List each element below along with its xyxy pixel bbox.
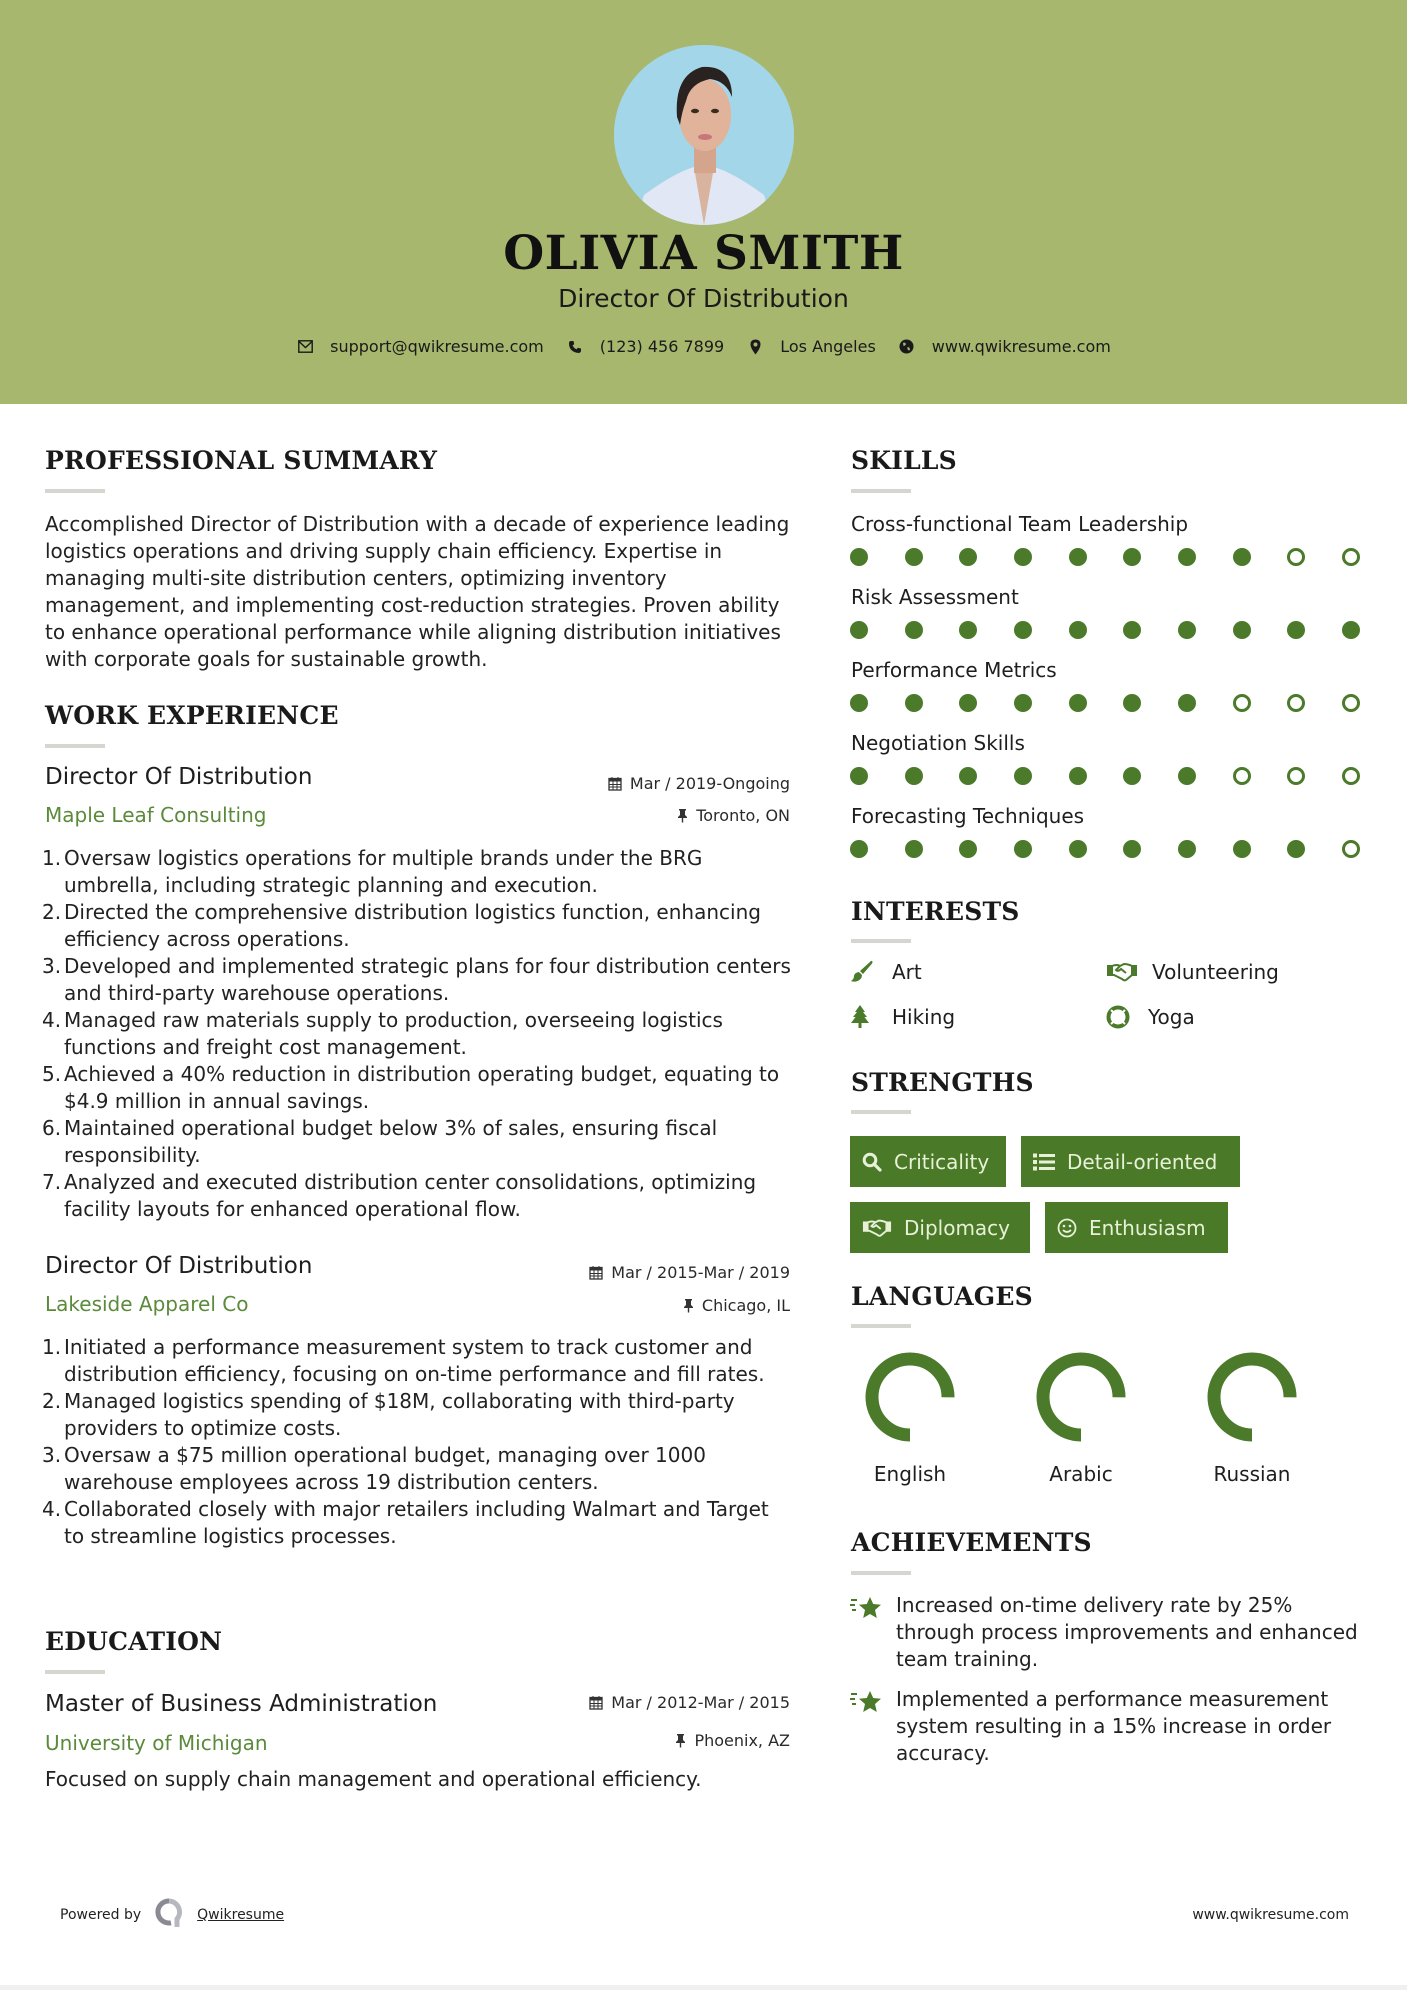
paintbrush-icon — [850, 960, 878, 984]
language-name: Arabic — [1049, 1462, 1113, 1486]
job-dates-text: Mar / 2019-Ongoing — [629, 774, 790, 793]
education-location-text: Phoenix, AZ — [694, 1731, 790, 1750]
job-bullet: 2. Directed the comprehensive distribution logistics function, enhancing efficiency across operations. — [42, 900, 761, 951]
rating-dot-empty — [1342, 548, 1360, 566]
experience-heading: WORK EXPERIENCE — [45, 701, 339, 730]
languages-heading-underline — [851, 1324, 911, 1328]
job-bullet: 5. Achieved a 40% reduction in distribution operating budget, equating to $4.9 million in annual savings. — [42, 1062, 780, 1113]
rating-dot-filled — [1123, 840, 1141, 858]
handshake-icon — [1106, 962, 1138, 982]
job-location-text: Chicago, IL — [701, 1296, 790, 1315]
rating-dot-filled — [1069, 621, 1087, 639]
school-name: University of Michigan — [45, 1731, 268, 1755]
language-name: Russian — [1213, 1462, 1291, 1486]
rating-dot-filled — [1014, 694, 1032, 712]
education-location — [675, 1731, 790, 1750]
powered-by-label: Powered by — [60, 1907, 142, 1923]
smile-icon — [1057, 1218, 1077, 1238]
rating-dot-empty — [1233, 767, 1251, 785]
job-bullet: 1. Initiated a performance measurement system to track customer and distribution efficiency, focusing on on-time performance and fill rates. — [42, 1335, 765, 1386]
rating-dot-filled — [1123, 621, 1141, 639]
degree-title: Master of Business Administration — [45, 1691, 438, 1717]
rating-dot-filled — [1178, 548, 1196, 566]
pushpin-icon — [683, 1298, 694, 1313]
rating-dot-filled — [1014, 840, 1032, 858]
rating-dot-filled — [1233, 621, 1251, 639]
rating-dot-filled — [1123, 767, 1141, 785]
strength-tag-enthusiasm — [1045, 1202, 1228, 1253]
strength-label: Enthusiasm — [1089, 1215, 1206, 1240]
language-progress-ring — [1036, 1352, 1126, 1442]
rating-dot-filled — [905, 767, 923, 785]
search-icon — [862, 1152, 882, 1172]
envelope-icon — [296, 338, 314, 356]
language-item — [1006, 1352, 1156, 1486]
rating-dot-filled — [959, 694, 977, 712]
skill-rating — [850, 767, 1360, 787]
interest-hiking — [850, 1005, 955, 1029]
rating-dot-filled — [1233, 840, 1251, 858]
job-bullet: 3. Developed and implemented strategic plans for four distribution centers and third-party warehouse operations. — [42, 954, 791, 1005]
interest-label: Yoga — [1148, 1005, 1195, 1029]
interest-label: Hiking — [892, 1005, 956, 1029]
interests-heading: INTERESTS — [851, 897, 1020, 926]
life-ring-icon — [1106, 1005, 1134, 1029]
rating-dot-filled — [1287, 621, 1305, 639]
job-location — [683, 1296, 790, 1315]
strength-label: Criticality — [894, 1149, 990, 1174]
job-bullet: 4. Collaborated closely with major retailers including Walmart and Target to streamline logistics processes. — [42, 1497, 769, 1548]
rating-dot-filled — [1069, 694, 1087, 712]
education-description: Focused on supply chain management and operational efficiency. — [45, 1767, 702, 1791]
rating-dot-filled — [1014, 548, 1032, 566]
rating-dot-filled — [1014, 621, 1032, 639]
phone-icon — [566, 338, 584, 356]
rating-dot-filled — [1287, 840, 1305, 858]
language-progress-ring — [1207, 1352, 1297, 1442]
rating-dot-filled — [1178, 840, 1196, 858]
rating-dot-filled — [1123, 694, 1141, 712]
strengths-heading: STRENGTHS — [851, 1068, 1034, 1097]
resume-header — [0, 0, 1407, 404]
footer-powered-by — [60, 1898, 284, 1932]
language-progress-ring — [865, 1352, 955, 1442]
rating-dot-filled — [1233, 548, 1251, 566]
candidate-role: Director Of Distribution — [558, 284, 849, 313]
job-bullets — [42, 845, 795, 1223]
rating-dot-filled — [959, 767, 977, 785]
profile-photo — [614, 45, 794, 225]
languages-heading: LANGUAGES — [851, 1282, 1033, 1311]
job-bullet: 6. Maintained operational budget below 3% of sales, ensuring fiscal responsibility. — [42, 1116, 718, 1167]
page-bottom-edge — [0, 1985, 1407, 1990]
strength-tag-criticality — [850, 1136, 1006, 1187]
experience-heading-underline — [45, 744, 105, 748]
strength-tag-diplomacy — [850, 1202, 1030, 1253]
pushpin-icon — [675, 1733, 686, 1748]
skill-rating — [850, 840, 1360, 860]
company-name: Maple Leaf Consulting — [45, 803, 267, 827]
contact-phone[interactable] — [566, 337, 724, 356]
rating-dot-filled — [905, 840, 923, 858]
calendar-icon — [608, 776, 622, 791]
job-dates-text: Mar / 2015-Mar / 2019 — [611, 1263, 790, 1282]
skill-rating — [850, 621, 1360, 641]
footer-website[interactable]: www.qwikresume.com — [1192, 1907, 1349, 1923]
trophy-star-icon — [850, 1592, 896, 1673]
achievement-text: Increased on-time delivery rate by 25% through process improvements and enhanced team training. — [896, 1593, 1358, 1671]
email-text: support@qwikresume.com — [330, 337, 544, 356]
job-bullets — [42, 1334, 795, 1550]
rating-dot-filled — [959, 621, 977, 639]
rating-dot-filled — [1178, 621, 1196, 639]
interest-label: Volunteering — [1152, 960, 1279, 984]
qwikresume-link[interactable]: Qwikresume — [197, 1907, 285, 1923]
rating-dot-empty — [1287, 548, 1305, 566]
skill-name: Cross-functional Team Leadership — [851, 512, 1189, 536]
rating-dot-filled — [905, 548, 923, 566]
skill-name: Performance Metrics — [851, 658, 1057, 682]
trophy-star-icon — [850, 1686, 896, 1767]
qwikresume-logo-icon — [155, 1898, 183, 1932]
strength-label: Detail-oriented — [1067, 1149, 1218, 1174]
map-marker-icon — [746, 338, 764, 356]
contact-email[interactable] — [296, 337, 544, 356]
rating-dot-filled — [850, 694, 868, 712]
job-bullet: 4. Managed raw materials supply to production, overseeing logistics functions and freight cost management. — [42, 1008, 723, 1059]
skill-name: Risk Assessment — [851, 585, 1019, 609]
skills-heading-underline — [851, 489, 911, 493]
job-bullet: 2. Managed logistics spending of $18M, collaborating with third-party providers to optimize costs. — [42, 1389, 735, 1440]
rating-dot-filled — [850, 548, 868, 566]
job-dates — [608, 774, 790, 793]
tree-icon — [850, 1005, 878, 1029]
achievement-item — [850, 1686, 1370, 1767]
education-dates-text: Mar / 2012-Mar / 2015 — [611, 1693, 790, 1712]
rating-dot-filled — [1014, 767, 1032, 785]
summary-heading: PROFESSIONAL SUMMARY — [45, 446, 438, 475]
interest-label: Art — [892, 960, 922, 984]
skill-rating — [850, 694, 1360, 714]
rating-dot-filled — [905, 621, 923, 639]
list-icon — [1033, 1153, 1055, 1171]
rating-dot-empty — [1287, 694, 1305, 712]
company-name: Lakeside Apparel Co — [45, 1292, 249, 1316]
rating-dot-empty — [1342, 767, 1360, 785]
rating-dot-filled — [959, 548, 977, 566]
interests-heading-underline — [851, 939, 911, 943]
strength-tag-detail-oriented — [1021, 1136, 1240, 1187]
rating-dot-filled — [1178, 694, 1196, 712]
website-text: www.qwikresume.com — [931, 337, 1111, 356]
rating-dot-filled — [1069, 767, 1087, 785]
skills-heading: SKILLS — [851, 446, 957, 475]
language-item — [835, 1352, 985, 1486]
education-heading-underline — [45, 1670, 105, 1674]
summary-heading-underline — [45, 489, 105, 493]
skill-name: Forecasting Techniques — [851, 804, 1085, 828]
handshake-icon — [862, 1218, 892, 1238]
interest-yoga — [1106, 1005, 1195, 1029]
job-title: Director Of Distribution — [45, 1253, 313, 1279]
calendar-icon — [589, 1695, 603, 1710]
rating-dot-filled — [1069, 840, 1087, 858]
rating-dot-filled — [850, 621, 868, 639]
contact-website[interactable] — [898, 337, 1111, 356]
summary-text: Accomplished Director of Distribution with a decade of experience leading logistics operations and driving supply chain efficiency. Expertise in managing multi-site distribution centers, optimizing inventory management, and implementing cost-reduction strategies. Proven ability to enhance operational performance while aligning distribution initiatives with corporate goals for sustainable growth. — [45, 512, 790, 671]
achievements-heading: ACHIEVEMENTS — [851, 1528, 1092, 1557]
interest-art — [850, 960, 922, 984]
strength-label: Diplomacy — [904, 1215, 1011, 1240]
rating-dot-empty — [1233, 694, 1251, 712]
contact-row — [0, 337, 1407, 356]
pushpin-icon — [677, 808, 688, 823]
portrait-image — [614, 45, 794, 225]
contact-location — [746, 337, 876, 356]
rating-dot-filled — [1178, 767, 1196, 785]
language-item — [1177, 1352, 1327, 1486]
education-dates — [589, 1693, 790, 1712]
interest-volunteering — [1106, 960, 1279, 984]
rating-dot-filled — [1342, 621, 1360, 639]
achievements-heading-underline — [851, 1571, 911, 1575]
candidate-name: OLIVIA SMITH — [503, 226, 904, 281]
job-bullet: 3. Oversaw a $75 million operational budget, managing over 1000 warehouse employees across 19 distribution centers. — [42, 1443, 706, 1494]
rating-dot-filled — [1069, 548, 1087, 566]
phone-text: (123) 456 7899 — [599, 337, 725, 356]
calendar-icon — [589, 1265, 603, 1280]
rating-dot-filled — [850, 840, 868, 858]
job-title: Director Of Distribution — [45, 764, 313, 790]
achievement-text: Implemented a performance measurement system resulting in a 15% increase in order accuracy. — [896, 1687, 1332, 1765]
rating-dot-filled — [905, 694, 923, 712]
job-dates — [589, 1263, 790, 1282]
rating-dot-empty — [1342, 840, 1360, 858]
rating-dot-filled — [959, 840, 977, 858]
rating-dot-empty — [1342, 694, 1360, 712]
rating-dot-empty — [1287, 767, 1305, 785]
location-text: Los Angeles — [780, 337, 876, 356]
job-location-text: Toronto, ON — [696, 806, 790, 825]
language-name: English — [873, 1462, 947, 1486]
job-location — [677, 806, 790, 825]
globe-icon — [898, 338, 916, 356]
rating-dot-filled — [850, 767, 868, 785]
skill-rating — [850, 548, 1360, 568]
job-bullet: 1. Oversaw logistics operations for multiple brands under the BRG umbrella, including strategic planning and execution. — [42, 846, 703, 897]
strengths-heading-underline — [851, 1110, 911, 1114]
achievement-item — [850, 1592, 1370, 1673]
rating-dot-filled — [1123, 548, 1141, 566]
job-bullet: 7. Analyzed and executed distribution center consolidations, optimizing facility layouts for enhanced operational flow. — [42, 1170, 757, 1221]
skill-name: Negotiation Skills — [851, 731, 1025, 755]
education-heading: EDUCATION — [45, 1627, 223, 1656]
